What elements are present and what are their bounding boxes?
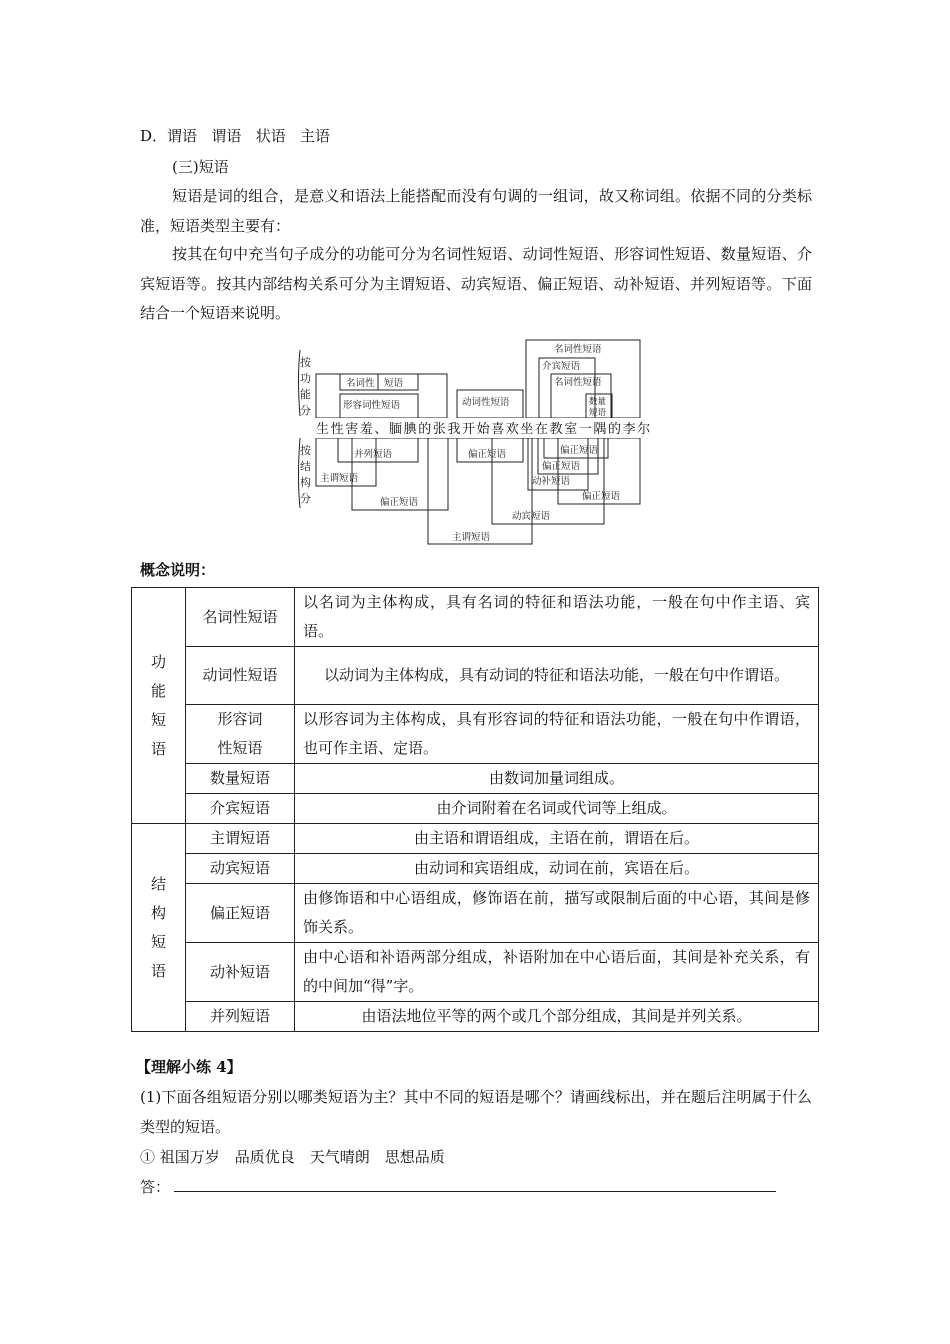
section-paragraph-2: 按其在句中充当句子成分的功能可分为名词性短语、动词性短语、形容词性短语、数量短语、介宾短语等。按其内部结构关系可分为主谓短语、动宾短语、偏正短语、动补短语、并列短语等。下面结合一个短语来说明。 [140,245,812,322]
answer-input-line[interactable] [174,1191,776,1192]
label-verb-comp: 动补短语 [532,476,571,487]
category-structure: 结 构 短 语 [132,824,186,1032]
phrase-desc: 由动词和宾语组成，动词在前，宾语在后。 [295,854,819,884]
label-mod-3: 偏正短语 [560,445,599,456]
side-label-structure: 按 [300,444,311,457]
table-row [132,854,819,884]
label-noun-phrase-outer: 名词性短语 [554,344,602,355]
label-subj-pred-1: 主谓短语 [320,473,359,484]
option-d-item: 主语 [300,127,331,145]
sentence-char: 的 [608,422,622,437]
phrase-desc: 由语法地位平等的两个或几个部分组成，其间是并列关系。 [295,1002,819,1032]
sentence-char: 李 [622,422,636,437]
phrase-name: 数量短语 [186,764,295,794]
sentence-char: 腼 [389,422,403,437]
sentence-char: 教 [549,422,563,437]
practice-question: (1)下面各组短语分别以哪类短语为主？其中不同的短语是哪个？请画线标出，并在题后注明属于什么类型的短语。 [140,1088,812,1136]
option-d-item: 谓语 [167,127,198,145]
section-paragraph-1: 短语是词的组合，是意义和语法上能搭配而没有句调的一组词，故又称词组。依据不同的分类标准，短语类型主要有： [140,187,812,235]
svg-text:能: 能 [300,388,311,401]
phrase-name: 形容词 性短语 [186,705,295,764]
label-mod-2: 偏正短语 [468,449,507,460]
side-label-function: 按 [300,356,311,369]
sentence-char: 生 [316,422,330,437]
table-row [132,943,819,1002]
label-subj-pred-2: 主谓短语 [452,532,491,543]
phrase-name: 动补短语 [186,943,295,1002]
label-mod-1: 偏正短语 [380,497,419,508]
diagram-sentence [316,421,650,437]
svg-text:分: 分 [300,492,311,505]
phrase-name: 动词性短语 [186,647,295,705]
phrase-name: 主谓短语 [186,824,295,854]
sentence-char: 、 [374,422,388,437]
table-row [132,794,819,824]
table-row [132,824,819,854]
label-noun-phrase-1b: 短语 [384,378,404,389]
phrase-desc: 以名词为主体构成，具有名词的特征和语法功能，一般在句中作主语、宾语。 [295,588,819,647]
label-verb-obj: 动宾短语 [512,511,551,522]
sentence-char: 性 [330,422,344,437]
phrase-desc: 由修饰语和中心语组成，修饰语在前，描写或限制后面的中心语，其间是修饰关系。 [295,884,819,943]
phrase-name: 动宾短语 [186,854,295,884]
phrase-diagram [296,338,651,550]
label-verb-phrase: 动词性短语 [462,397,510,408]
table-row [132,647,819,705]
label-adj-phrase: 形容词性短语 [343,400,401,411]
answer-label: 答： [140,1178,171,1196]
phrase-desc: 由数词加量词组成。 [295,764,819,794]
section-heading: (三)短语 [172,158,229,176]
label-noun-phrase-inner: 名词性短语 [554,377,602,388]
sentence-char: 害 [345,422,359,437]
label-coord: 并列短语 [354,449,393,460]
category-function: 功 能 短 语 [132,588,186,824]
sentence-char: 喜 [491,422,505,437]
sentence-char: 隅 [593,422,607,437]
table-row [132,764,819,794]
phrase-desc: 由主语和谓语组成，主语在前，谓语在后。 [295,824,819,854]
phrase-name: 并列短语 [186,1002,295,1032]
label-num-phrase-b: 短语 [589,408,607,418]
sentence-char: 腆 [403,422,417,437]
practice-title: 【理解小练 4】 [136,1058,242,1076]
sentence-char: 我 [447,422,461,437]
label-mod-5: 偏正短语 [582,491,621,502]
table-row [132,588,819,647]
option-d-label: D． [140,127,168,145]
sentence-char: 开 [462,422,476,437]
option-d-item: 状语 [255,127,286,145]
table-row [132,1002,819,1032]
table-row [132,705,819,764]
label-noun-phrase-1: 名词性 [346,378,375,389]
phrase-desc: 由中心语和补语两部分组成，补语附加在中心语后面，其间是补充关系，有的中间加“得”字。 [295,943,819,1002]
sentence-char: 羞 [359,422,373,437]
sentence-char: 的 [418,422,432,437]
sentence-char: 一 [578,422,592,437]
practice-item-1: ① 祖国万岁 品质优良 天气晴朗 思想品质 [140,1148,445,1166]
label-mod-4: 偏正短语 [542,461,581,472]
sentence-char: 始 [476,422,490,437]
svg-text:结: 结 [300,460,311,473]
option-d [140,126,330,146]
phrase-name: 名词性短语 [186,588,295,647]
box-noun-phrase-1 [316,374,447,418]
phrase-name: 介宾短语 [186,794,295,824]
option-d-item: 谓语 [211,127,242,145]
phrase-desc: 以动词为主体构成，具有动词的特征和语法功能，一般在句中作谓语。 [295,647,819,705]
concept-table [131,587,819,1032]
sentence-char: 尔 [637,422,651,437]
sentence-char: 张 [432,422,446,437]
label-num-phrase-a: 数量 [589,397,607,407]
concept-title: 概念说明： [140,561,216,579]
phrase-desc: 以形容词为主体构成，具有形容词的特征和语法功能，一般在句中作谓语，也可作主语、定语。 [295,705,819,764]
table-row [132,884,819,943]
svg-text:构: 构 [300,476,311,489]
svg-text:功: 功 [300,372,311,385]
phrase-desc: 由介词附着在名词或代词等上组成。 [295,794,819,824]
sentence-char: 欢 [505,422,519,437]
sentence-char: 坐 [520,422,534,437]
sentence-char: 在 [535,422,549,437]
sentence-char: 室 [564,422,578,437]
svg-text:分: 分 [300,404,311,417]
phrase-name: 偏正短语 [186,884,295,943]
label-prep-phrase: 介宾短语 [542,361,581,372]
